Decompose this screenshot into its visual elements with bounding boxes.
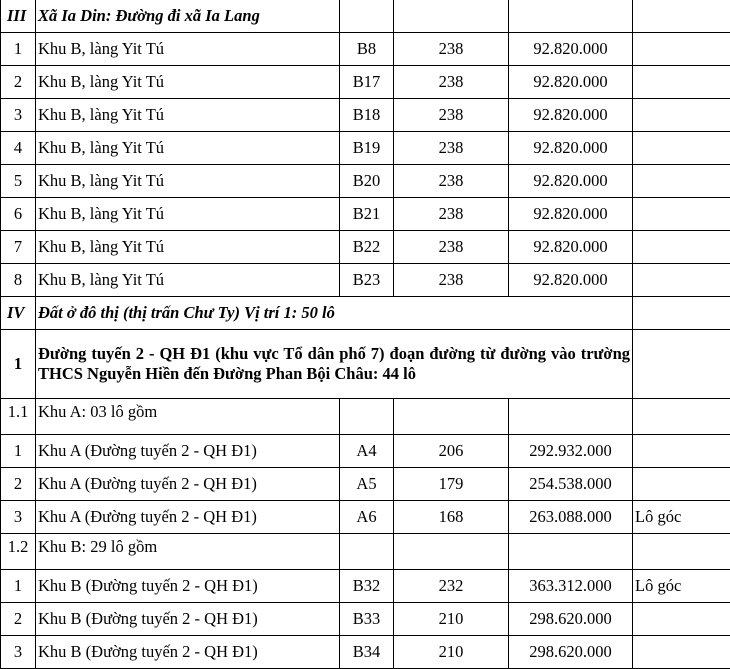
- note-cell: [633, 603, 730, 636]
- price-cell: 92.820.000: [509, 165, 633, 198]
- subgroup-row: [1, 399, 730, 435]
- empty-cell: [633, 0, 730, 33]
- section-number: III: [1, 0, 36, 33]
- empty-cell: [509, 534, 633, 570]
- price-cell: 298.620.000: [509, 603, 633, 636]
- price-cell: 254.538.000: [509, 468, 633, 501]
- price-cell: 92.820.000: [509, 132, 633, 165]
- row-number: 2: [1, 603, 36, 636]
- location-cell: Khu B, làng Yit Tú: [36, 33, 340, 66]
- table-row: [1, 264, 730, 297]
- table-row: [1, 501, 730, 534]
- group-number: 1: [1, 330, 36, 399]
- empty-cell: [394, 0, 509, 33]
- subgroup-number: 1.2: [1, 534, 36, 570]
- lot-code-cell: A4: [340, 435, 394, 468]
- price-cell: 292.932.000: [509, 435, 633, 468]
- area-cell: 232: [394, 570, 509, 603]
- section-number: IV: [1, 297, 36, 330]
- note-cell: [633, 264, 730, 297]
- lot-code-cell: A5: [340, 468, 394, 501]
- table-row: [1, 33, 730, 66]
- lot-code-cell: B8: [340, 33, 394, 66]
- location-cell: Khu B, làng Yit Tú: [36, 132, 340, 165]
- table-row: [1, 99, 730, 132]
- empty-cell: [340, 534, 394, 570]
- lot-code-cell: B19: [340, 132, 394, 165]
- table-row: [1, 570, 730, 603]
- location-cell: Khu B, làng Yit Tú: [36, 264, 340, 297]
- section-row: [1, 297, 730, 330]
- empty-cell: [394, 399, 509, 435]
- location-cell: Khu B, làng Yit Tú: [36, 99, 340, 132]
- location-cell: Khu A (Đường tuyến 2 - QH Đ1): [36, 435, 340, 468]
- table-row: [1, 231, 730, 264]
- area-cell: 238: [394, 264, 509, 297]
- lot-code-cell: B21: [340, 198, 394, 231]
- empty-cell: [633, 399, 730, 435]
- price-cell: 298.620.000: [509, 636, 633, 669]
- table-row: [1, 468, 730, 501]
- table-row: [1, 66, 730, 99]
- empty-cell: [340, 399, 394, 435]
- table-body: [1, 0, 730, 669]
- area-cell: 210: [394, 603, 509, 636]
- price-cell: 92.820.000: [509, 66, 633, 99]
- location-cell: Khu B (Đường tuyến 2 - QH Đ1): [36, 636, 340, 669]
- table-row: [1, 165, 730, 198]
- row-number: 7: [1, 231, 36, 264]
- row-number: 3: [1, 636, 36, 669]
- table-row: [1, 603, 730, 636]
- row-number: 4: [1, 132, 36, 165]
- empty-cell: [394, 534, 509, 570]
- area-cell: 168: [394, 501, 509, 534]
- location-cell: Khu B (Đường tuyến 2 - QH Đ1): [36, 570, 340, 603]
- location-cell: Khu B, làng Yit Tú: [36, 66, 340, 99]
- lot-code-cell: B33: [340, 603, 394, 636]
- table-row: [1, 132, 730, 165]
- row-number: 8: [1, 264, 36, 297]
- row-number: 1: [1, 570, 36, 603]
- note-cell: [633, 66, 730, 99]
- lot-code-cell: B23: [340, 264, 394, 297]
- section-title: Xã Ia Din: Đường đi xã Ia Lang: [36, 0, 340, 33]
- empty-cell: [509, 399, 633, 435]
- location-cell: Khu B, làng Yit Tú: [36, 231, 340, 264]
- location-cell: Khu A (Đường tuyến 2 - QH Đ1): [36, 468, 340, 501]
- table-row: [1, 636, 730, 669]
- row-number: 3: [1, 99, 36, 132]
- row-number: 1: [1, 435, 36, 468]
- note-cell: Lô góc: [633, 570, 730, 603]
- group-row: [1, 330, 730, 399]
- note-cell: [633, 132, 730, 165]
- area-cell: 238: [394, 33, 509, 66]
- empty-cell: [633, 330, 730, 399]
- note-cell: Lô góc: [633, 501, 730, 534]
- price-cell: 92.820.000: [509, 231, 633, 264]
- subgroup-row: [1, 534, 730, 570]
- empty-cell: [633, 297, 730, 330]
- group-title: Đường tuyến 2 - QH Đ1 (khu vực Tổ dân phố 7) đoạn đường từ đường vào trường THCS Nguyễn Hiền đến Đường Phan Bội Châu: 44 lô: [36, 330, 633, 399]
- row-number: 5: [1, 165, 36, 198]
- note-cell: [633, 636, 730, 669]
- area-cell: 238: [394, 99, 509, 132]
- subgroup-number: 1.1: [1, 399, 36, 435]
- area-cell: 238: [394, 165, 509, 198]
- empty-cell: [340, 0, 394, 33]
- area-cell: 210: [394, 636, 509, 669]
- price-cell: 92.820.000: [509, 33, 633, 66]
- row-number: 6: [1, 198, 36, 231]
- price-cell: 363.312.000: [509, 570, 633, 603]
- lot-code-cell: B34: [340, 636, 394, 669]
- area-cell: 206: [394, 435, 509, 468]
- note-cell: [633, 468, 730, 501]
- note-cell: [633, 198, 730, 231]
- table-row: [1, 435, 730, 468]
- note-cell: [633, 231, 730, 264]
- price-cell: 263.088.000: [509, 501, 633, 534]
- location-cell: Khu A (Đường tuyến 2 - QH Đ1): [36, 501, 340, 534]
- empty-cell: [509, 0, 633, 33]
- lot-code-cell: B22: [340, 231, 394, 264]
- location-cell: Khu B (Đường tuyến 2 - QH Đ1): [36, 603, 340, 636]
- area-cell: 238: [394, 231, 509, 264]
- price-cell: 92.820.000: [509, 99, 633, 132]
- lot-code-cell: B17: [340, 66, 394, 99]
- row-number: 3: [1, 501, 36, 534]
- area-cell: 238: [394, 132, 509, 165]
- location-cell: Khu B, làng Yit Tú: [36, 198, 340, 231]
- lot-code-cell: B18: [340, 99, 394, 132]
- price-cell: 92.820.000: [509, 198, 633, 231]
- empty-cell: [633, 534, 730, 570]
- row-number: 2: [1, 468, 36, 501]
- section-title: Đất ở đô thị (thị trấn Chư Ty) Vị trí 1: 50 lô: [36, 297, 633, 330]
- note-cell: [633, 165, 730, 198]
- table-row: [1, 198, 730, 231]
- row-number: 2: [1, 66, 36, 99]
- lot-code-cell: A6: [340, 501, 394, 534]
- note-cell: [633, 435, 730, 468]
- area-cell: 179: [394, 468, 509, 501]
- note-cell: [633, 99, 730, 132]
- subgroup-title: Khu A: 03 lô gồm: [36, 399, 340, 435]
- price-cell: 92.820.000: [509, 264, 633, 297]
- lot-code-cell: B32: [340, 570, 394, 603]
- section-row: [1, 0, 730, 33]
- area-cell: 238: [394, 66, 509, 99]
- subgroup-title: Khu B: 29 lô gồm: [36, 534, 340, 570]
- location-cell: Khu B, làng Yit Tú: [36, 165, 340, 198]
- lot-code-cell: B20: [340, 165, 394, 198]
- note-cell: [633, 33, 730, 66]
- area-cell: 238: [394, 198, 509, 231]
- row-number: 1: [1, 33, 36, 66]
